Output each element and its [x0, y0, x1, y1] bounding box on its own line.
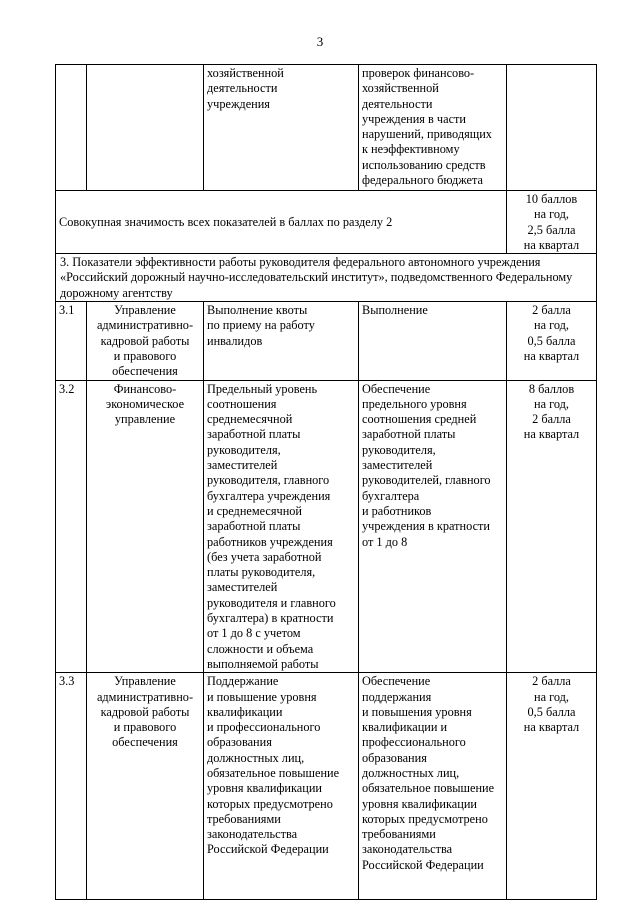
indicator-text: Поддержание и повышение уровня квалификации и профессионального образования должностных лиц, обязательное повышение уровня квалификации которых предусмотрено требованиями законодательства Российской Федерации: [204, 673, 359, 900]
responsible-department: Управление административно- кадровой работы и правового обеспечения: [87, 673, 204, 900]
indicator-text: Предельный уровень соотношения среднемесячной заработной платы руководителя, заместителей руководителя, главного бухгалтера учреждения и среднемесячной заработной платы работников учреждения (без учета заработной платы руководителя, заместителей руководителя и главного бухгалтера) в кратности от 1 до 8 с учетом сложности и объема выполняемой работы: [204, 380, 359, 673]
section-2-total-row: [56, 191, 597, 254]
indicator-text: Выполнение квоты по приему на работу инвалидов: [204, 302, 359, 380]
responsible-department: Финансово- экономическое управление: [87, 380, 204, 673]
row-number: [56, 65, 87, 191]
points-value: 2 балла на год, 0,5 балла на квартал: [507, 673, 597, 900]
row-number: 3.3: [56, 673, 87, 900]
responsible-department: [87, 65, 204, 191]
responsible-department: Управление административно- кадровой работы и правового обеспечения: [87, 302, 204, 380]
row-number: 3.1: [56, 302, 87, 380]
section-2-total-label: Совокупная значимость всех показателей в баллах по разделу 2: [56, 191, 507, 254]
points-value: 8 баллов на год, 2 балла на квартал: [507, 380, 597, 673]
criterion-text: Выполнение: [359, 302, 507, 380]
criterion-text: проверок финансово- хозяйственной деятельности учреждения в части нарушений, приводящих к неэффективному использованию средств федерального бюджета: [359, 65, 507, 191]
section-2-total-points: 10 баллов на год, 2,5 балла на квартал: [507, 191, 597, 254]
points-value: 2 балла на год, 0,5 балла на квартал: [507, 302, 597, 380]
points-value: [507, 65, 597, 191]
table-row: [56, 673, 597, 900]
row-number: 3.2: [56, 380, 87, 673]
section-3-heading-row: [56, 254, 597, 302]
table-row: [56, 302, 597, 380]
indicators-table: [55, 64, 597, 900]
table-row: [56, 65, 597, 191]
table-row: [56, 380, 597, 673]
section-3-heading: 3. Показатели эффективности работы руководителя федерального автономного учреждения «Российский дорожный научно-исследовательский институт», подведомственного Федеральному дорожному агентству: [56, 254, 597, 302]
indicator-text: хозяйственной деятельности учреждения: [204, 65, 359, 191]
page-number: 3: [316, 34, 324, 49]
criterion-text: Обеспечение предельного уровня соотношения средней заработной платы руководителя, заместителей руководителей, главного бухгалтера и работников учреждения в кратности от 1 до 8: [359, 380, 507, 673]
criterion-text: Обеспечение поддержания и повышения уровня квалификации и профессионального образования должностных лиц, обязательное повышение уровня квалификации которых предусмотрено требованиями законодательства Российской Федерации: [359, 673, 507, 900]
